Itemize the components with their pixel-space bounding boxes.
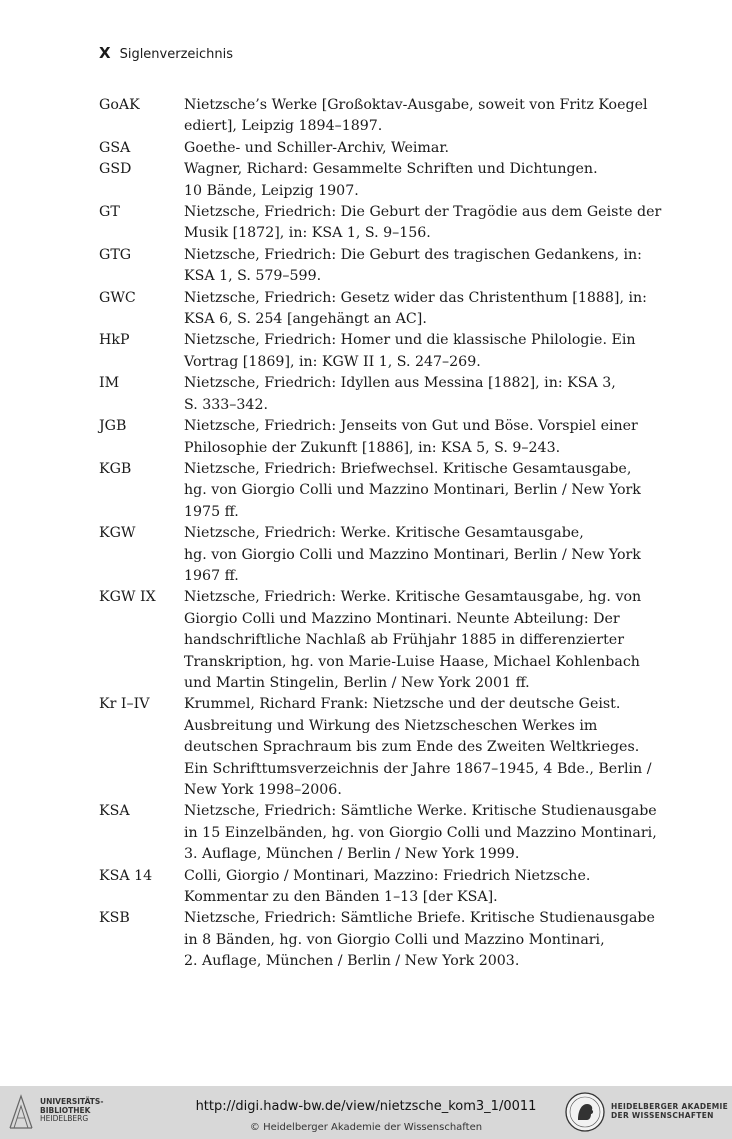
description-line: Giorgio Colli und Mazzino Montinari. Neunte Abteilung: Der <box>184 610 620 627</box>
siglum-entry <box>99 373 659 416</box>
running-title: Siglenverzeichnis <box>119 47 234 62</box>
page-url-link[interactable]: http://digi.hadw-bw.de/view/nietzsche_kom3_1/0011 <box>195 1099 537 1114</box>
description-line: 2. Auflage, München / Berlin / New York 2003. <box>184 953 520 970</box>
siglum-description <box>184 95 659 138</box>
siglum-description <box>184 523 659 587</box>
siglum: GSA <box>99 139 131 156</box>
sigla-list <box>99 95 662 973</box>
description-line: New York 1998–2006. <box>184 782 342 798</box>
siglum: GT <box>99 204 120 221</box>
description-line: in 8 Bänden, hg. von Giorgio Colli und Mazzino Montinari, <box>184 931 605 948</box>
description-line: Musik [1872], in: KSA 1, S. 9–156. <box>184 225 431 242</box>
description-line: 1975 ff. <box>184 503 239 520</box>
description-line: S. 333–342. <box>184 396 268 413</box>
siglum-entry <box>99 202 662 245</box>
description-line: Vortrag [1869], in: KGW II 1, S. 247–269. <box>184 353 481 370</box>
description-line: Nietzsche, Friedrich: Briefwechsel. Kritische Gesamtausgabe, <box>184 460 632 477</box>
description-line: ediert], Leipzig 1894–1897. <box>184 118 383 135</box>
siglum-entry <box>99 288 659 331</box>
siglum: KGB <box>99 460 132 477</box>
academy-name-line: DER WISSENSCHAFTEN <box>611 1111 714 1120</box>
description-line: Nietzsche, Friedrich: Gesetz wider das Christenthum [1888], in: <box>184 289 647 306</box>
description-line: Nietzsche, Friedrich: Werke. Kritische Gesamtausgabe, <box>184 525 584 542</box>
description-line: Nietzsche, Friedrich: Werke. Kritische Gesamtausgabe, hg. von <box>184 589 642 606</box>
library-name-line: BIBLIOTHEK <box>40 1105 91 1115</box>
description-line: Nietzsche, Friedrich: Sämtliche Werke. Kritische Studienausgabe <box>184 803 657 820</box>
siglum-description <box>184 202 661 245</box>
siglum-entry <box>99 459 659 523</box>
academy-name-line: HEIDELBERGER AKADEMIE <box>611 1102 729 1111</box>
siglum-entry <box>99 330 659 373</box>
siglum: KGW IX <box>99 589 156 606</box>
siglum-entry <box>99 159 659 202</box>
description-line: Wagner, Richard: Gesammelte Schriften und Dichtungen. <box>184 161 598 178</box>
description-line: Nietzsche, Friedrich: Jenseits von Gut und Böse. Vorspiel einer <box>184 418 638 435</box>
description-line: Nietzsche, Friedrich: Sämtliche Briefe. Kritische Studienausgabe <box>184 910 655 927</box>
siglum-description <box>184 908 659 972</box>
siglum: GSD <box>99 161 132 178</box>
description-line: Kommentar zu den Bänden 1–13 [der KSA]. <box>184 889 498 906</box>
siglum: KGW <box>99 525 136 542</box>
siglum-description <box>184 138 659 159</box>
description-line: Nietzsche, Friedrich: Idyllen aus Messina [1882], in: KSA 3, <box>184 375 616 392</box>
siglum: GWC <box>99 289 136 306</box>
siglum-entry <box>99 908 659 972</box>
siglum: JGB <box>99 418 127 435</box>
description-line: KSA 1, S. 579–599. <box>184 268 322 285</box>
siglum-entry <box>99 801 659 865</box>
description-line: Ausbreitung und Wirkung des Nietzscheschen Werkes im <box>184 717 598 734</box>
siglum: KSA <box>99 803 130 820</box>
siglum-entry <box>99 245 659 288</box>
description-line: Krummel, Richard Frank: Nietzsche und der deutsche Geist. <box>184 696 621 713</box>
siglum-entry <box>99 523 659 587</box>
siglum-description <box>184 801 659 865</box>
description-line: Philosophie der Zukunft [1886], in: KSA 5, S. 9–243. <box>184 439 561 456</box>
siglum: IM <box>99 375 120 392</box>
description-line: deutschen Sprachraum bis zum Ende des Zweiten Weltkrieges. <box>184 739 640 756</box>
copyright-notice: © Heidelberger Akademie der Wissenschaften <box>249 1122 483 1133</box>
page-number: X <box>99 44 111 62</box>
siglum: KSB <box>99 910 130 927</box>
siglum-description <box>184 159 659 202</box>
description-line: KSA 6, S. 254 [angehängt an AC]. <box>184 311 427 328</box>
description-line: Ein Schrifttumsverzeichnis der Jahre 1867–1945, 4 Bde., Berlin / <box>184 760 652 777</box>
siglum-entry <box>99 138 659 159</box>
siglum-entry <box>99 587 659 694</box>
siglum-description <box>184 416 659 459</box>
description-line: in 15 Einzelbänden, hg. von Giorgio Colli und Mazzino Montinari, <box>184 824 657 841</box>
siglum-description <box>184 288 659 331</box>
description-line: Goethe- und Schiller-Archiv, Weimar. <box>184 139 450 156</box>
siglum: Kr I–IV <box>99 696 150 713</box>
description-line: 10 Bände, Leipzig 1907. <box>184 182 359 199</box>
siglum: GTG <box>99 246 132 263</box>
description-line: Transkription, hg. von Marie-Luise Haase, Michael Kohlenbach <box>184 653 640 670</box>
siglum-description <box>184 587 659 694</box>
siglum-entry <box>99 95 659 138</box>
description-line: Nietzsche, Friedrich: Die Geburt der Tragödie aus dem Geiste der <box>184 204 662 221</box>
siglum-entry <box>99 416 659 459</box>
description-line: 1967 ff. <box>184 567 239 584</box>
viewer-footer <box>0 1086 732 1139</box>
siglum-description <box>184 866 659 909</box>
siglum-description <box>184 245 659 288</box>
siglum-description <box>184 330 659 373</box>
siglum-entry <box>99 694 659 801</box>
siglum-entry <box>99 866 659 909</box>
description-line: 3. Auflage, München / Berlin / New York 1999. <box>184 846 520 863</box>
description-line: Nietzsche’s Werke [Großoktav-Ausgabe, soweit von Fritz Koegel <box>184 97 648 113</box>
academy-name <box>611 1102 728 1120</box>
siglum: KSA 14 <box>99 867 153 884</box>
siglum: GoAK <box>99 97 140 113</box>
siglum-description <box>184 373 659 416</box>
description-line: Colli, Giorgio / Montinari, Mazzino: Friedrich Nietzsche. <box>184 867 591 884</box>
description-line: Nietzsche, Friedrich: Die Geburt des tragischen Gedankens, in: <box>184 246 642 263</box>
siglum-description <box>184 694 659 801</box>
library-name-line: UNIVERSITÄTS- <box>40 1097 104 1106</box>
siglum: HkP <box>99 332 130 349</box>
siglum-description <box>184 459 659 523</box>
library-name-line: HEIDELBERG <box>40 1114 89 1123</box>
running-head <box>99 44 233 62</box>
description-line: handschriftliche Nachlaß ab Frühjahr 1885 in differenzierter <box>184 632 624 649</box>
description-line: hg. von Giorgio Colli und Mazzino Montinari, Berlin / New York <box>184 546 641 563</box>
academy-seal-icon <box>565 1092 605 1132</box>
description-line: Nietzsche, Friedrich: Homer und die klassische Philologie. Ein <box>184 332 636 349</box>
description-line: hg. von Giorgio Colli und Mazzino Montinari, Berlin / New York <box>184 482 641 499</box>
description-line: und Martin Stingelin, Berlin / New York 2001 ff. <box>184 674 530 691</box>
